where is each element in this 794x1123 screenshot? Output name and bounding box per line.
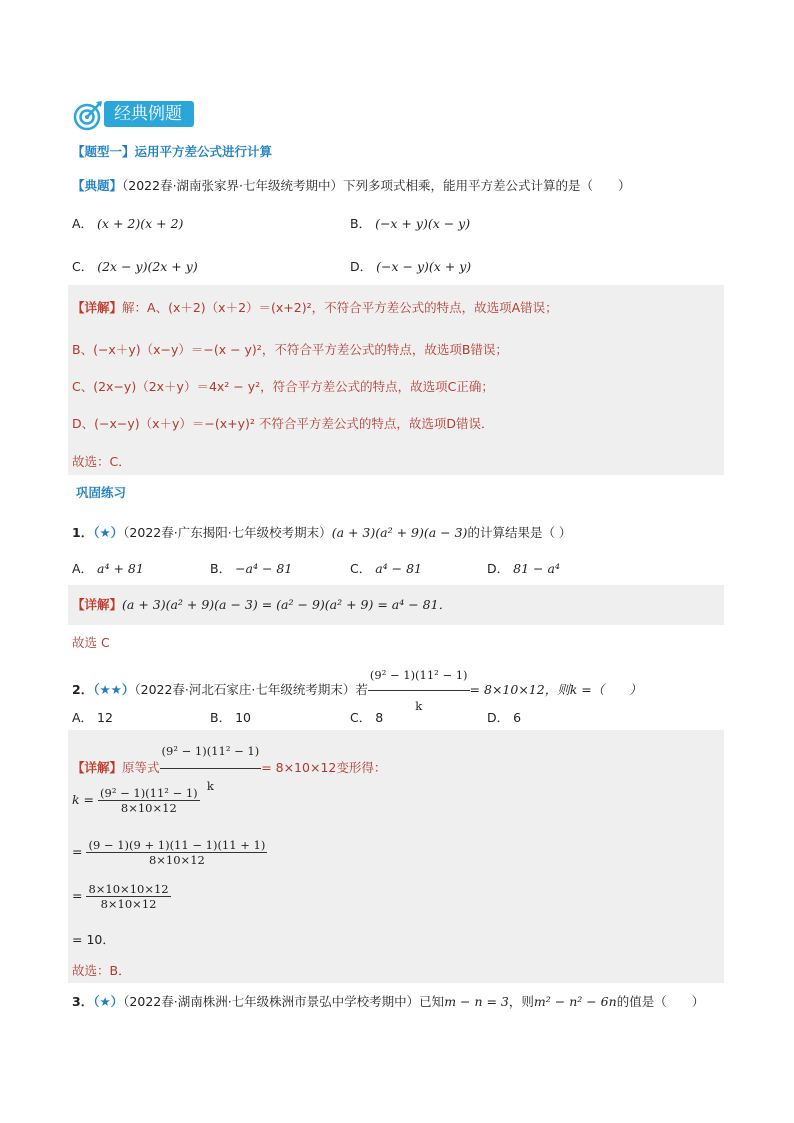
problem-1: 1．（★）（2022春·广东揭阳·七年级校考期末）(a + 3)(a² + 9)(a − 3)的计算结果是（ ）: [72, 525, 572, 540]
problem-2: 2．（★★）（2022春·河北石家庄·七年级统考期末）若 $\frac{\text{(9² − 1)(11² − 1)}}{k}$ = 8×10×12，则k =（ ）: [72, 660, 642, 721]
p2-option-d: D． 6: [487, 710, 522, 725]
p2-option-b: B． 10: [210, 710, 251, 725]
example-option-b: B． (−x + y)(x − y): [350, 216, 471, 231]
p2-final: = 10．: [72, 932, 115, 947]
example-source: （2022春·湖南张家界·七年级统考期中）: [122, 178, 344, 193]
example-detail-line-2: B、(−x＋y)（x−y）＝−(x − y)²，不符合平方差公式的特点，故选项B错误；: [72, 342, 508, 357]
type-title: 【题型一】运用平方差公式进行计算: [72, 144, 273, 159]
p1-option-b: B． −a⁴ − 81: [210, 561, 293, 576]
difficulty-stars: （★）: [93, 525, 124, 540]
example-detail-line-4: D、(−x−y)（x＋y）＝−(x+y)² 不符合平方差公式的特点，故选项D错误．: [72, 416, 494, 431]
example-tag: 【典题】: [72, 178, 123, 193]
p2-step-3: = $\frac{8\times 10\times 10\times 12}{8\times 10\times 12}$: [72, 882, 169, 911]
p1-option-a: A． a⁴ + 81: [72, 561, 144, 576]
example-option-a: A． (x + 2)(x + 2): [72, 216, 184, 231]
p2-option-c: C． 8: [350, 710, 384, 725]
example-detail-line-1: 【详解】解：A、(x＋2)（x＋2）＝(x+2)²，不符合平方差公式的特点，故选项A错误；: [72, 300, 558, 315]
p1-detail: 【详解】(a + 3)(a² + 9)(a − 3) = (a² − 9)(a² + 9) = a⁴ − 81．: [72, 597, 452, 612]
p2-step-2: = $\frac{(9 - 1)(9 + 1)(11 - 1)(11 + 1)}{8\times 10\times 12}$: [72, 838, 266, 867]
problem-3: 3．（★）（2022春·湖南株洲·七年级株洲市景弘中学校考期中）已知m − n = 3，则m² − n² − 6n的值是（ ）: [72, 994, 705, 1009]
example-question-text: 下列多项式相乘，能用平方差公式计算的是（ ）: [343, 178, 631, 193]
p1-option-d: D． 81 − a⁴: [487, 561, 560, 576]
practice-title: 巩固练习: [76, 485, 127, 500]
target-icon: [72, 98, 106, 132]
difficulty-stars: （★）: [93, 994, 124, 1009]
example-option-d: D． (−x − y)(x + y): [350, 259, 472, 274]
p2-option-a: A． 12: [72, 710, 113, 725]
p2-choose: 故选：B．: [72, 963, 131, 978]
example-choose: 故选：C．: [72, 454, 131, 469]
p1-choose: 故选 C: [72, 635, 110, 650]
section-badge: 经典例题: [104, 101, 194, 127]
p2-detail-head: 【详解】原等式 $\frac{\text{(9² − 1)(11² − 1)}}{k}$ = 8×10×12变形得：: [72, 734, 386, 803]
p1-option-c: C． a⁴ − 81: [350, 561, 423, 576]
example-question: [72, 177, 631, 195]
p2-step-1: k = $\frac{\text{(9² − 1)(11² − 1)}}{8\times 10\times 12}$: [72, 786, 198, 815]
example-detail-line-3: C、(2x−y)（2x＋y）＝4x² − y²，符合平方差公式的特点，故选项C正确；: [72, 379, 494, 394]
example-option-c: C． (2x − y)(2x + y): [72, 259, 198, 274]
difficulty-stars: （★★）: [93, 682, 135, 697]
